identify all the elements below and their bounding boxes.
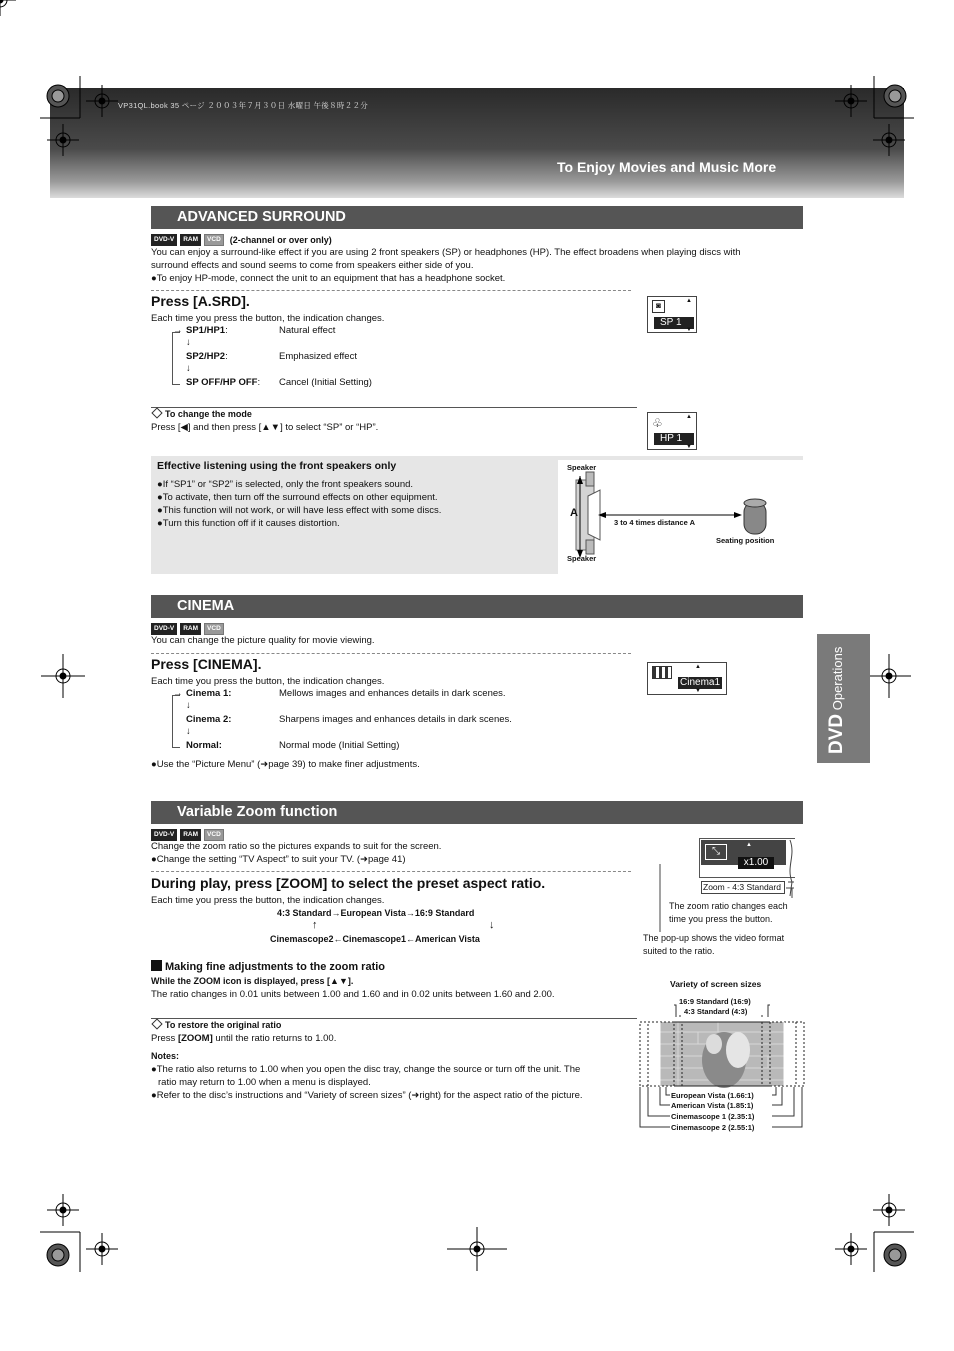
variety-title: Variety of screen sizes [670, 979, 762, 989]
badge-dvdv: DVD-V [151, 623, 177, 635]
badge-ram: RAM [180, 623, 201, 635]
cycle-desc: Emphasized effect [279, 351, 357, 362]
size-leader-lines [636, 995, 808, 1135]
list-item: ●The ratio also returns to 1.00 when you open the disc tray, change the source or turn off the unit. The [151, 1064, 581, 1075]
hp-readout: HP 1 [654, 433, 694, 445]
badge-dvdv: DVD-V [151, 234, 177, 246]
zoom-popup: Zoom - 4:3 Standard [701, 881, 785, 894]
side-tab-dvd: DVD [826, 713, 847, 754]
book-info: VP31QL.book 35 ページ ２００３年７月３０日 水曜日 午後８時２２分 [118, 101, 369, 110]
change-mode-title: To change the mode [151, 408, 252, 421]
surround-qualifier: (2-channel or over only) [229, 235, 332, 245]
size-cinemascope2: Cinemascope 2 (2.55:1) [671, 1123, 755, 1132]
cycle-desc: Normal mode (Initial Setting) [279, 740, 400, 751]
list-item: ●This function will not work, or will have less effect with some discs. [157, 505, 442, 516]
sp-readout: SP 1 [654, 317, 694, 329]
zoom-callout-2: The pop-up shows the video format suited to the ratio. [643, 933, 785, 956]
zoom-sequence-bottom: Cinemascope2←Cinemascope1←American Vista [270, 934, 480, 944]
cycle-key: Cinema 1: [186, 688, 232, 699]
surround-intro-line1: You can enjoy a surround-like effect if you are using 2 front speakers (SP) or headphones (HP). The effect broadens when playing discs with [151, 247, 741, 258]
zoom-value: x1.00 [738, 857, 774, 869]
sp-display: ◙ ▲ SP 1 ▼ [647, 296, 697, 333]
cinema-icon [652, 666, 672, 679]
cinema-intro: You can change the picture quality for movie viewing. [151, 635, 375, 646]
effective-bullets [157, 478, 557, 530]
change-mode-text: Press [◀] and then press [▲▼] to select “SP” or “HP”. [151, 422, 379, 433]
cinema-each-time: Each time you press the button, the indication changes. [151, 676, 385, 687]
notes-list [151, 1063, 636, 1102]
surround-icon: ◙ [652, 300, 665, 313]
list-item: ●If “SP1” or “SP2” is selected, only the front speakers sound. [157, 479, 414, 490]
page-title: To Enjoy Movies and Music More [557, 159, 777, 175]
badge-vcd: VCD [204, 829, 224, 841]
zoom-each-time: Each time you press the button, the indication changes. [151, 895, 385, 906]
cinema-bullet: ●Use the “Picture Menu” (➜page 39) to make finer adjustments. [151, 759, 420, 770]
cinema-readout: Cinema1 [680, 677, 721, 688]
zoom-callout-1: The zoom ratio changes each time you press the button. [669, 901, 788, 924]
cinema-display: ▲ Cinema1 ▼ [647, 662, 727, 695]
fine-adjust-sub: While the ZOOM icon is displayed, press [▲▼]. [151, 976, 354, 986]
surround-bullet: ●To enjoy HP-mode, connect the unit to an equipment that has a headphone socket. [151, 273, 506, 284]
size-43: 4:3 Standard (4:3) [684, 1007, 748, 1016]
speaker-top-label: Speaker [567, 463, 597, 472]
down-arrow: ↓ [489, 919, 495, 931]
size-169: 16:9 Standard (16:9) [679, 997, 751, 1006]
badge-vcd: VCD [204, 234, 224, 246]
divider [151, 653, 631, 654]
disc-badges [151, 234, 332, 246]
cycle-key: SP2/HP2: [186, 351, 228, 362]
press-cinema-heading: Press [CINEMA]. [151, 656, 262, 672]
press-asrd-heading: Press [A.SRD]. [151, 293, 250, 309]
badge-ram: RAM [180, 234, 201, 246]
cycle-key: Normal: [186, 740, 222, 751]
cycle-key: SP1/HP1: [186, 325, 228, 336]
zoom-callout-lines [640, 836, 810, 946]
fine-adjust-title: Making fine adjustments to the zoom ratio [151, 960, 385, 973]
effective-title: Effective listening using the front speakers only [157, 460, 397, 472]
list-item: ●To activate, then turn off the surround effects on other equipment. [157, 492, 438, 503]
cycle-desc: Cancel (Initial Setting) [279, 377, 372, 388]
zoom-icon: ⤡ [705, 844, 727, 860]
fine-adjust-text: The ratio changes in 0.01 units between 1.00 and 1.60 and in 0.02 units between 1.60 and 2.00. [151, 989, 555, 1000]
asrd-each-time: Each time you press the button, the indication changes. [151, 313, 385, 324]
divider [151, 871, 631, 872]
distance-label: 3 to 4 times distance A [614, 518, 695, 527]
hp-display: ♧ ▲ HP 1 ▼ [647, 412, 697, 450]
restore-title: To restore the original ratio [151, 1019, 281, 1032]
cycle-desc: Natural effect [279, 325, 336, 336]
size-euro-vista: European Vista (1.66:1) [671, 1091, 754, 1100]
cycle-key: Cinema 2: [186, 714, 232, 725]
notes-title: Notes: [151, 1051, 180, 1061]
size-cinemascope1: Cinemascope 1 (2.35:1) [671, 1112, 755, 1121]
divider [151, 290, 631, 291]
headphone-icon: ♧ [652, 416, 663, 430]
badge-ram: RAM [180, 829, 201, 841]
cinema-heading: CINEMA [151, 595, 803, 618]
cycle-desc: Mellows images and enhances details in dark scenes. [279, 688, 506, 699]
size-american-vista: American Vista (1.85:1) [671, 1101, 754, 1110]
zoom-display: ⤡ ▲ x1.00 Zoom - 4:3 Standard [699, 838, 795, 878]
badge-vcd: VCD [204, 623, 224, 635]
advanced-surround-heading: ADVANCED SURROUND [151, 206, 803, 229]
restore-text: Press [ZOOM] until the ratio returns to 1.00. [151, 1033, 337, 1044]
zoom-intro: Change the zoom ratio so the pictures expands to suit for the screen. [151, 841, 442, 852]
zoom-heading: Variable Zoom function [151, 801, 803, 824]
zoom-sequence-top: 4:3 Standard→European Vista→16:9 Standard [277, 908, 475, 918]
list-item: ●Turn this function off if it causes distortion. [157, 518, 340, 529]
up-arrow: ↑ [312, 919, 318, 931]
distance-a-label: A [570, 507, 578, 519]
cycle-key: SP OFF/HP OFF: [186, 377, 261, 388]
side-tab [817, 634, 870, 763]
surround-intro-line2: surround effects and sound seems to come from speakers either side of you. [151, 260, 474, 271]
speaker-diagram [558, 460, 803, 574]
surround-intro [151, 246, 811, 285]
list-item: ●Refer to the disc’s instructions and “Variety of screen sizes” (➜right) for the aspect ratio of the picture. [151, 1090, 583, 1101]
zoom-press-heading: During play, press [ZOOM] to select the preset aspect ratio. [151, 875, 546, 891]
badge-dvdv: DVD-V [151, 829, 177, 841]
zoom-bullet: ●Change the setting “TV Aspect” to suit your TV. (➜page 41) [151, 854, 406, 865]
cycle-desc: Sharpens images and enhances details in dark scenes. [279, 714, 512, 725]
seating-label: Seating position [716, 536, 775, 545]
speaker-bottom-label: Speaker [567, 554, 597, 563]
side-tab-operations: Operations [830, 646, 845, 714]
list-item-cont: ratio may return to 1.00 when a menu is displayed. [158, 1077, 371, 1088]
